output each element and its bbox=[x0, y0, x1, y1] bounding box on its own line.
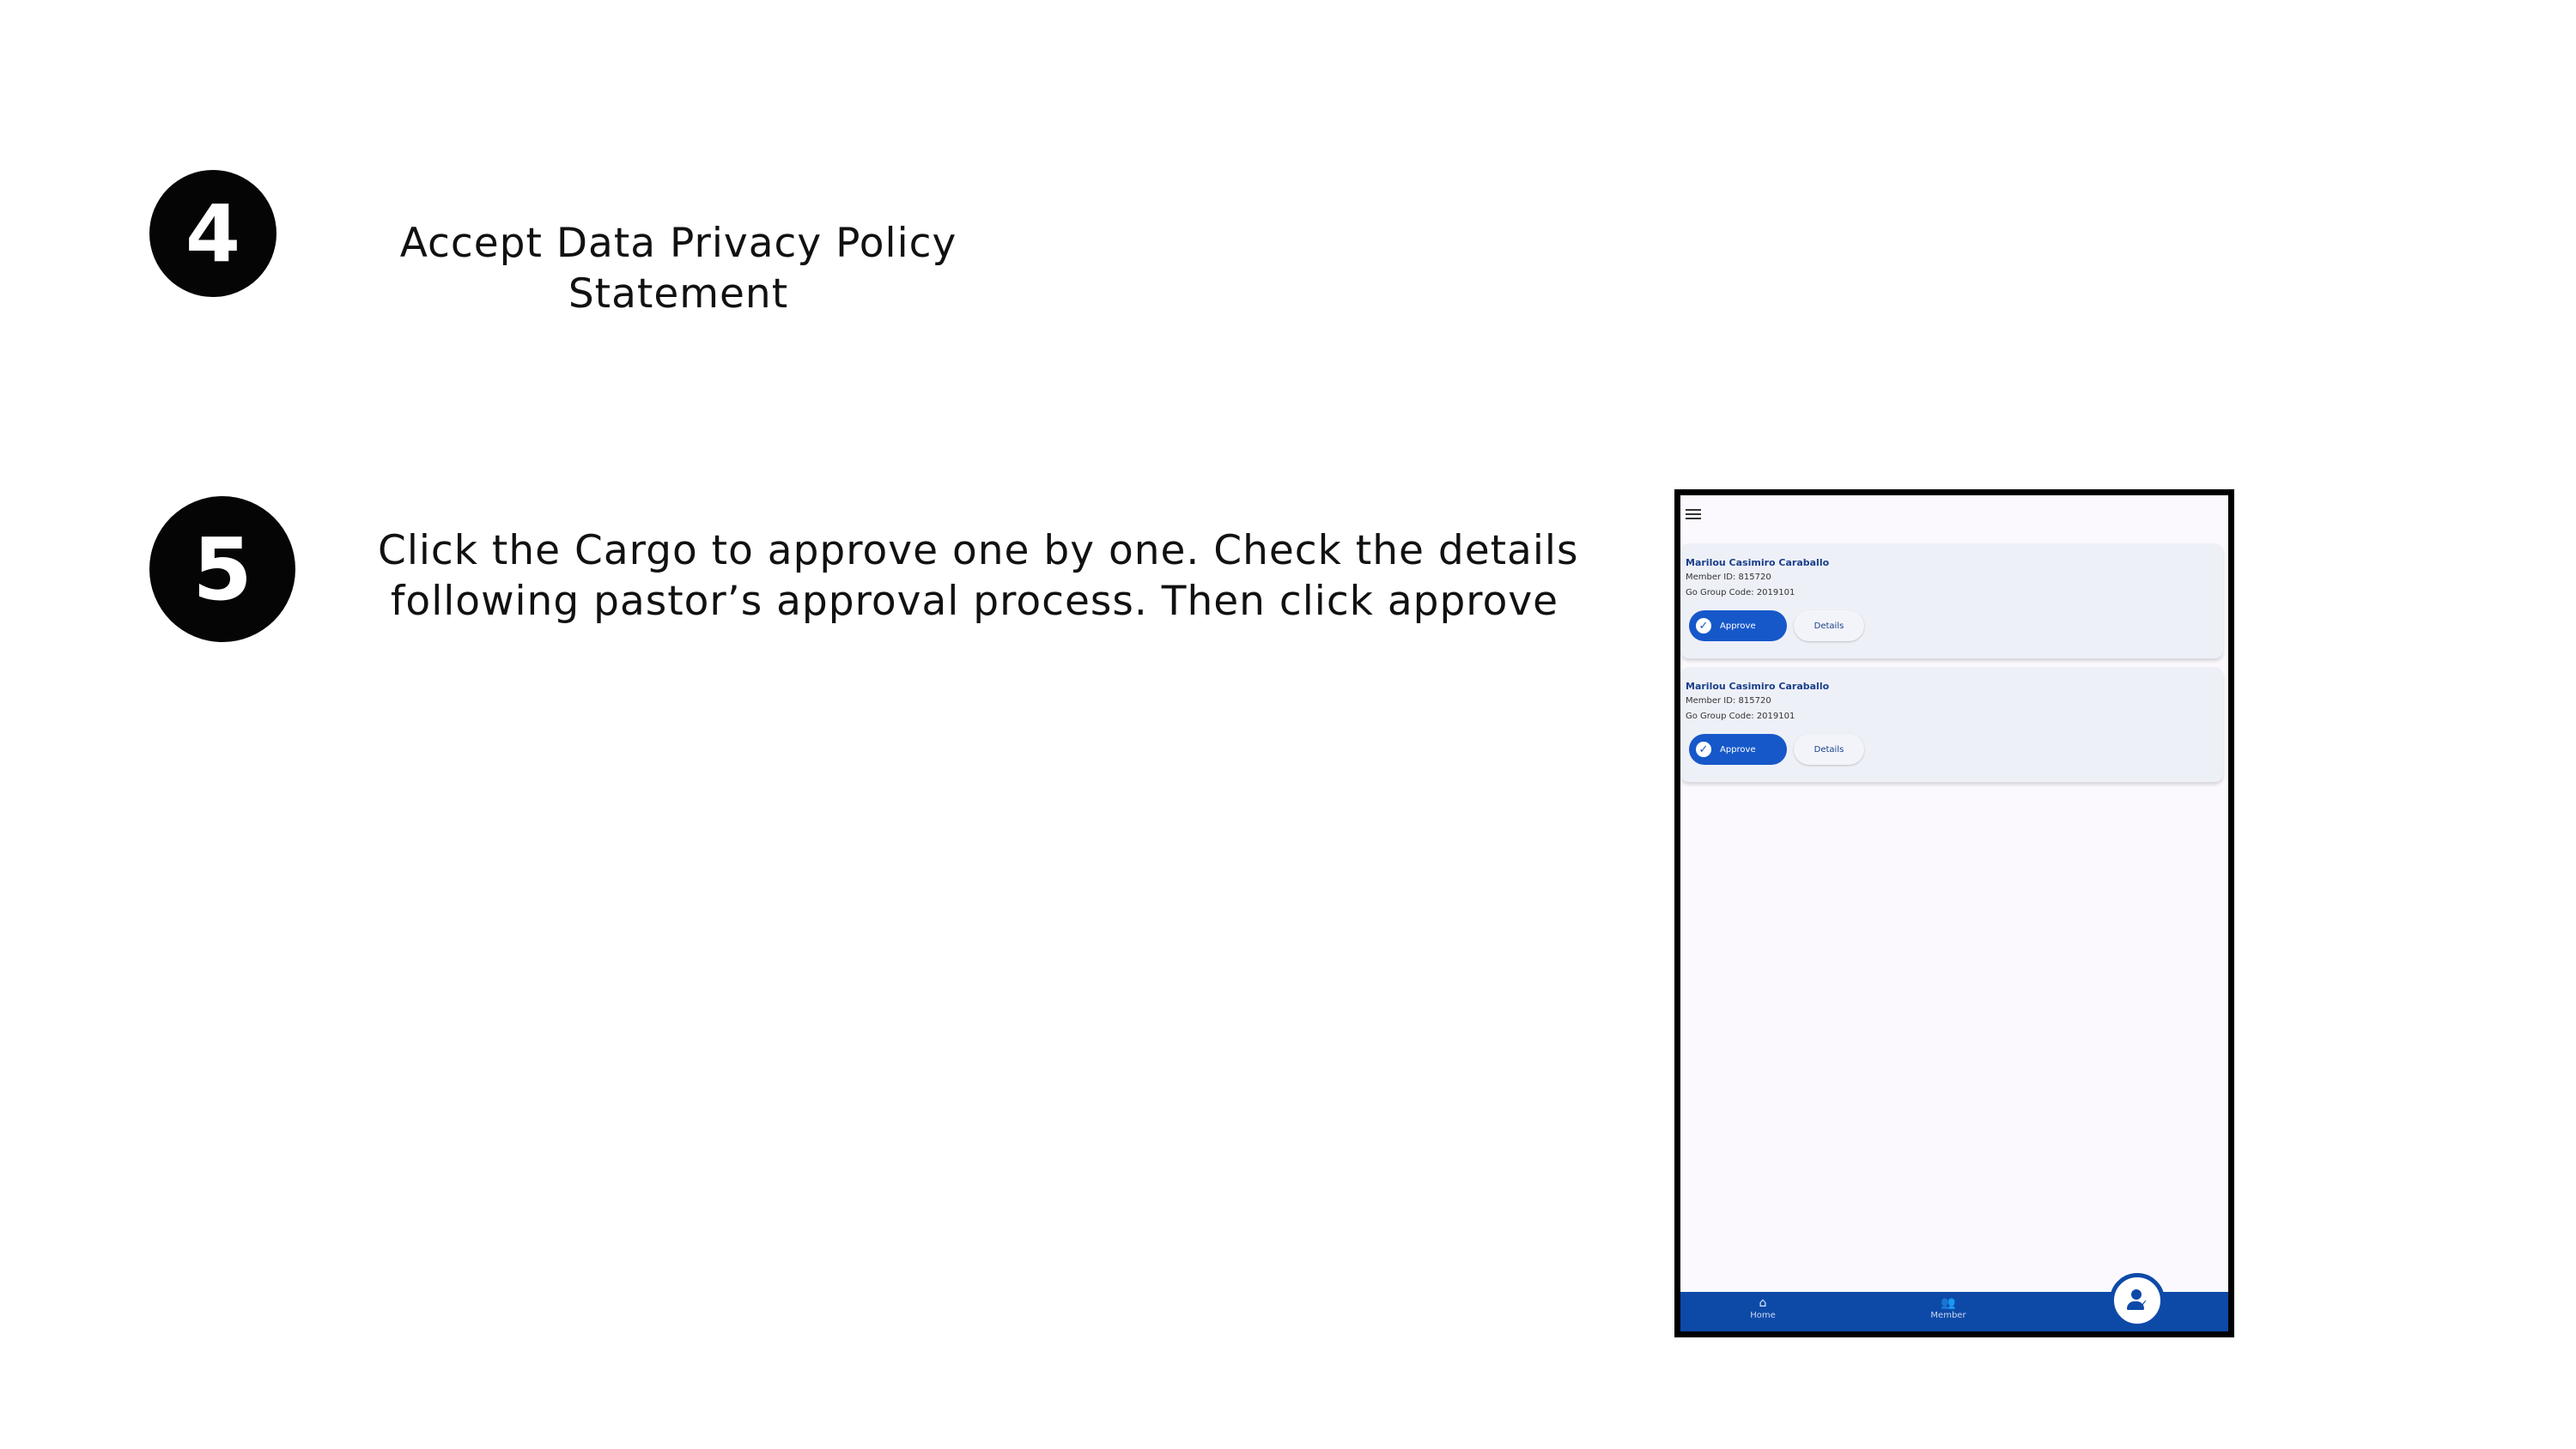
step-5-badge: 5 bbox=[149, 496, 295, 642]
approve-user-icon: ✓ bbox=[2126, 1289, 2148, 1312]
cargo-card[interactable] bbox=[1680, 667, 2223, 782]
step-5-line-2: following pastor’s approval process. Then click approve bbox=[390, 578, 1559, 625]
nav-member[interactable] bbox=[1923, 1295, 1974, 1320]
member-id: Member ID: 815720 bbox=[1686, 696, 1771, 706]
step-4-badge: 4 bbox=[149, 170, 276, 297]
step-4-line-1: Accept Data Privacy Policy bbox=[399, 220, 957, 267]
cargo-card[interactable] bbox=[1680, 543, 2223, 658]
step-5-line-1: Click the Cargo to approve one by one. Check the details bbox=[378, 527, 1579, 574]
home-icon: ⌂ bbox=[1759, 1296, 1767, 1310]
approve-user-fab[interactable] bbox=[2110, 1273, 2165, 1328]
step-5-text bbox=[378, 525, 1579, 627]
details-button[interactable]: Details bbox=[1794, 734, 1864, 765]
details-button[interactable]: Details bbox=[1794, 610, 1864, 641]
check-circle-icon: ✓ bbox=[1696, 742, 1711, 757]
nav-home[interactable] bbox=[1737, 1295, 1789, 1320]
check-circle-icon: ✓ bbox=[1696, 618, 1711, 634]
member-id: Member ID: 815720 bbox=[1686, 573, 1771, 582]
step-4-text bbox=[361, 218, 996, 319]
approve-button[interactable] bbox=[1689, 734, 1787, 765]
approve-label: Approve bbox=[1720, 621, 1756, 631]
nav-member-label: Member bbox=[1930, 1311, 1966, 1320]
member-name: Marilou Casimiro Caraballo bbox=[1686, 557, 1830, 568]
nav-home-label: Home bbox=[1750, 1311, 1776, 1320]
hamburger-icon[interactable] bbox=[1686, 509, 1701, 522]
step-4-line-2: Statement bbox=[568, 270, 789, 318]
approve-button[interactable] bbox=[1689, 610, 1787, 641]
approve-label: Approve bbox=[1720, 744, 1756, 755]
phone-screenshot bbox=[1674, 489, 2234, 1337]
group-code: Go Group Code: 2019101 bbox=[1686, 588, 1795, 597]
bottom-navigation bbox=[1680, 1292, 2228, 1331]
member-name: Marilou Casimiro Caraballo bbox=[1686, 681, 1830, 692]
group-code: Go Group Code: 2019101 bbox=[1686, 712, 1795, 721]
member-group-icon: 👥 bbox=[1941, 1296, 1956, 1310]
